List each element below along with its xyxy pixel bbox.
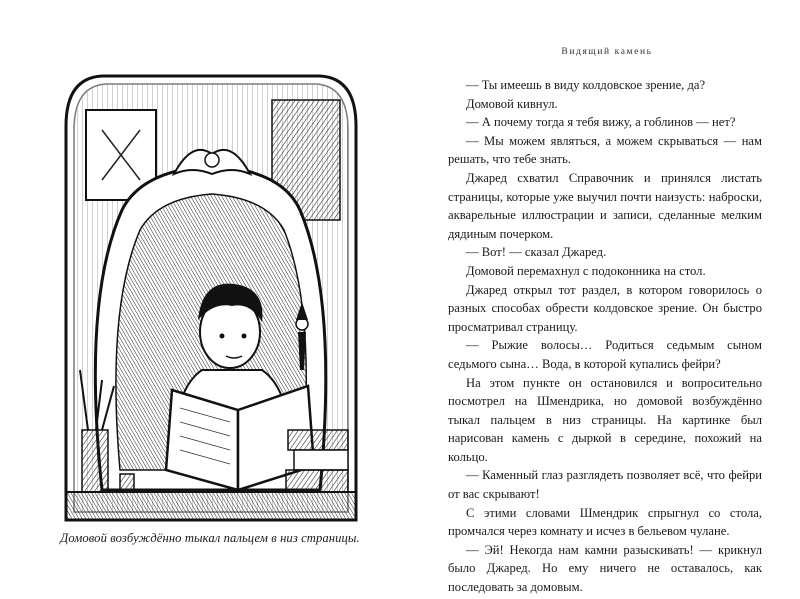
paragraph: — Рыжие волосы… Родиться седьмым сыном седьмого сына… Вода, в которой купались фейри? xyxy=(448,338,762,371)
paragraph: — Ты имеешь в виду колдовское зрение, да? xyxy=(466,78,706,92)
paragraph: Домовой перемахнул с подоконника на стол. xyxy=(466,263,706,278)
paragraph: Домовой кивнул. xyxy=(466,96,558,111)
paragraph: — Эй! Некогда нам камни разыскивать! — крикнул было Джаред. Но ему ничего не оставалось, как последовать за домовым. xyxy=(448,542,762,595)
paragraph: С этими словами Шмендрик спрыгнул со стола, промчался через комнату и исчез в бельевом чулане. xyxy=(448,505,762,539)
paragraph: — Мы можем являться, а можем скрываться — нам решать, что тебе знать. xyxy=(448,133,762,167)
paragraph: — А почему тогда я тебя вижу, а гоблинов — нет? xyxy=(466,115,736,130)
paragraph: Джаред открыл тот раздел, в котором говорилось о разных способах обрести колдовское зрение. Он быстро просматривал страницу. xyxy=(448,282,762,334)
body-text xyxy=(448,76,762,597)
paragraph: Джаред схватил Справочник и принялся листать страницы, которые уже выучил почти наизусть: наброски, акварельные иллюстрации и записи, сделанные мелким дядиным почерком. xyxy=(448,170,762,241)
paragraph: — Вот! — сказал Джаред. xyxy=(466,245,607,260)
running-head: Видящий камень xyxy=(561,47,653,57)
paragraph: — Каменный глаз разглядеть позволяет всё, что фейри от вас скрывают! xyxy=(448,468,762,502)
illustration-boy-reading-in-armchair xyxy=(62,70,360,522)
illustration-caption: Домовой возбуждённо тыкал пальцем в низ страницы. xyxy=(60,531,360,545)
paragraph: На этом пункте он остановился и вопросительно посмотрел на Шмендрика, но домовой возбуждённо тыкал пальцем в низ страницы. На картинке был нарисован камень с дыркой в середине, похожий на кольцо. xyxy=(448,375,762,464)
